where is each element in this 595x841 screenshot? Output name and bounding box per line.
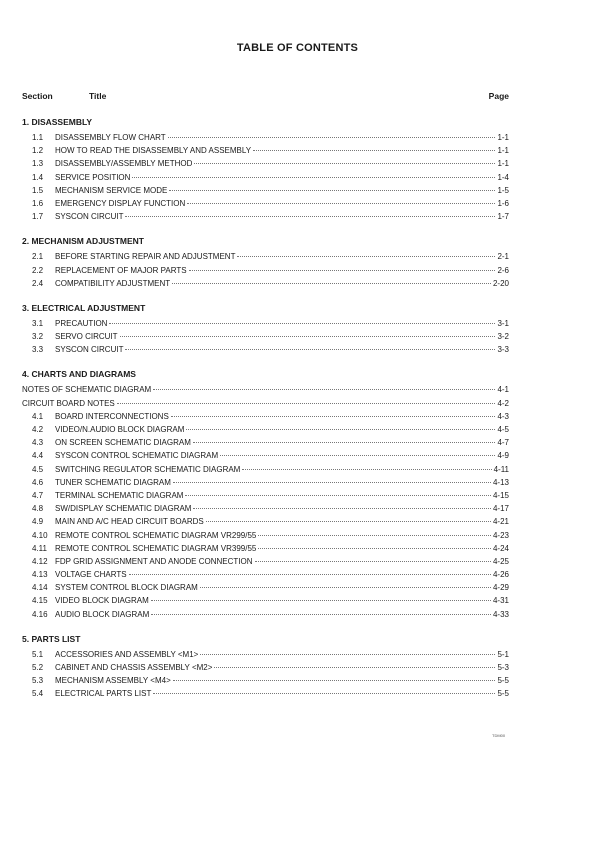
- entry-title: MECHANISM ASSEMBLY <M4>: [55, 676, 171, 686]
- dot-leader: [117, 403, 496, 404]
- toc-entry: [22, 594, 509, 607]
- entry-number: 4.2: [32, 425, 44, 434]
- entry-number: 3.3: [32, 345, 44, 355]
- entry-title: REMOTE CONTROL SCHEMATIC DIAGRAM VR399/55: [55, 543, 257, 553]
- toc-entry: [22, 648, 509, 661]
- entry-title: VOLTAGE CHARTS: [55, 570, 127, 580]
- dot-leader: [132, 177, 495, 178]
- toc-entry: [22, 555, 509, 568]
- entry-title: SWITCHING REGULATOR SCHEMATIC DIAGRAM: [55, 464, 241, 474]
- dot-leader: [258, 535, 491, 536]
- toc-entry: [22, 343, 509, 356]
- entry-page: 5-1: [497, 649, 509, 659]
- entry-title: COMPATIBILITY ADJUSTMENT: [55, 278, 171, 288]
- dot-leader: [189, 270, 496, 271]
- entry-page: 4-5: [497, 425, 509, 434]
- entry-title: DISASSEMBLY/ASSEMBLY METHOD: [55, 159, 193, 169]
- toc-entry: [22, 436, 509, 449]
- toc-entry: [22, 515, 509, 528]
- toc-sections: [22, 116, 509, 713]
- entry-page: 1-1: [497, 146, 509, 156]
- entry-title: SW/DISPLAY SCHEMATIC DIAGRAM: [55, 504, 192, 514]
- section-heading: 5. PARTS LIST: [22, 633, 81, 644]
- entry-number: 3.2: [32, 332, 44, 342]
- entry-number: 1.1: [32, 133, 44, 142]
- toc-entry: [22, 383, 509, 396]
- entry-number: 4.1: [32, 411, 44, 421]
- toc-entry: [22, 661, 509, 674]
- entry-number: 4.5: [32, 464, 44, 474]
- toc-entry: [22, 184, 509, 197]
- dot-leader: [153, 389, 495, 390]
- dot-leader: [172, 283, 491, 284]
- dot-leader: [129, 574, 491, 575]
- entry-title: VIDEO/N.AUDIO BLOCK DIAGRAM: [55, 425, 185, 434]
- dot-leader: [200, 654, 495, 655]
- toc-entry: [22, 397, 509, 410]
- toc-entry: [22, 131, 509, 144]
- entry-page: 1-6: [497, 198, 509, 208]
- entry-number: 1.5: [32, 185, 44, 195]
- section-heading: 4. CHARTS AND DIAGRAMS: [22, 369, 136, 380]
- entry-number: 3.1: [32, 318, 44, 328]
- dot-leader: [194, 163, 495, 164]
- entry-page: 4-25: [492, 556, 509, 566]
- column-header-title: Title: [89, 91, 107, 101]
- entry-number: 4.6: [32, 477, 44, 487]
- entry-number: 1.3: [32, 159, 44, 169]
- entry-page: 4-11: [493, 464, 509, 474]
- entry-page: 2-1: [497, 252, 509, 262]
- entry-page: 4-15: [492, 490, 509, 500]
- entry-title: MECHANISM SERVICE MODE: [55, 185, 168, 195]
- entry-list: [22, 131, 509, 223]
- dot-leader: [185, 495, 491, 496]
- dot-leader: [258, 548, 491, 549]
- entry-number: 2.2: [32, 265, 44, 275]
- entry-page: 4-21: [492, 517, 509, 527]
- toc-entry: [22, 197, 509, 210]
- entry-number: 4.12: [32, 556, 48, 566]
- toc-section: [22, 116, 509, 223]
- entry-page: 5-3: [497, 663, 509, 672]
- column-header-section: Section: [22, 91, 53, 101]
- entry-page: 4-24: [492, 543, 509, 553]
- toc-section: [22, 633, 509, 701]
- entry-title: SERVO CIRCUIT: [55, 332, 118, 342]
- toc-entry: [22, 581, 509, 594]
- toc-entry: [22, 250, 509, 263]
- entry-title: ELECTRICAL PARTS LIST: [55, 689, 152, 699]
- dot-leader: [220, 455, 495, 456]
- entry-number: 1.4: [32, 172, 44, 182]
- entry-title: BOARD INTERCONNECTIONS: [55, 411, 169, 421]
- toc-entry: [22, 542, 509, 555]
- dot-leader: [169, 190, 495, 191]
- entry-page: 3-2: [497, 332, 509, 342]
- toc-entry: [22, 502, 509, 515]
- dot-leader: [151, 614, 491, 615]
- entry-page: 3-1: [497, 318, 509, 328]
- entry-title: CABINET AND CHASSIS ASSEMBLY <M2>: [55, 663, 213, 672]
- entry-page: 5-5: [497, 689, 509, 699]
- entry-number: 4.15: [32, 596, 48, 606]
- dot-leader: [187, 203, 495, 204]
- entry-number: 4.4: [32, 451, 44, 461]
- entry-title: AUDIO BLOCK DIAGRAM: [55, 609, 150, 619]
- dot-leader: [186, 429, 495, 430]
- dot-leader: [206, 521, 491, 522]
- section-heading: 2. MECHANISM ADJUSTMENT: [22, 236, 144, 247]
- dot-leader: [173, 482, 491, 483]
- toc-section: [22, 302, 509, 357]
- dot-leader: [120, 336, 496, 337]
- entry-page: 1-5: [497, 185, 509, 195]
- entry-page: 4-7: [497, 438, 509, 448]
- dot-leader: [237, 256, 495, 257]
- dot-leader: [173, 680, 496, 681]
- entry-list: [22, 383, 509, 620]
- entry-number: 1.2: [32, 146, 44, 156]
- toc-entry: [22, 463, 509, 476]
- toc-entry: [22, 330, 509, 343]
- entry-page: 1-1: [497, 159, 509, 169]
- entry-number: 5.4: [32, 689, 44, 699]
- toc-entry: [22, 264, 509, 277]
- toc-entry: [22, 157, 509, 170]
- entry-number: 4.11: [32, 543, 47, 553]
- entry-page: 4-13: [492, 477, 509, 487]
- entry-number: 1.7: [32, 212, 44, 222]
- dot-leader: [255, 561, 491, 562]
- entry-title: SYSTEM CONTROL BLOCK DIAGRAM: [55, 583, 198, 593]
- entry-list: [22, 648, 509, 701]
- entry-title: ON SCREEN SCHEMATIC DIAGRAM: [55, 438, 191, 448]
- entry-number: 4.14: [32, 583, 48, 593]
- entry-page: 4-2: [497, 398, 509, 408]
- entry-number: 4.10: [32, 530, 48, 540]
- entry-title: SYSCON CIRCUIT: [55, 212, 124, 222]
- toc-entry: [22, 449, 509, 462]
- entry-number: 2.4: [32, 278, 44, 288]
- entry-page: 4-29: [492, 583, 509, 593]
- column-header-page: Page: [488, 91, 509, 101]
- entry-page: 4-9: [497, 451, 509, 461]
- entry-number: 4.9: [32, 517, 44, 527]
- entry-title: CIRCUIT BOARD NOTES: [22, 398, 115, 408]
- entry-page: 5-5: [497, 676, 509, 686]
- entry-number: 4.16: [32, 609, 48, 619]
- section-heading: 3. ELECTRICAL ADJUSTMENT: [22, 302, 146, 313]
- entry-page: 1-7: [497, 212, 509, 222]
- entry-number: 4.7: [32, 490, 44, 500]
- entry-page: 4-33: [492, 609, 509, 619]
- entry-title: PRECAUTION: [55, 318, 108, 328]
- entry-page: 4-23: [492, 530, 509, 540]
- entry-number: 2.1: [32, 252, 44, 262]
- toc-entry: [22, 674, 509, 687]
- toc-entry: [22, 277, 509, 290]
- entry-title: SERVICE POSITION: [55, 172, 131, 182]
- entry-title: MAIN AND A/C HEAD CIRCUIT BOARDS: [55, 517, 204, 527]
- entry-title: SYSCON CONTROL SCHEMATIC DIAGRAM: [55, 451, 219, 461]
- footer-code: TDM00: [492, 733, 506, 738]
- toc-section: [22, 368, 509, 620]
- entry-page: 3-3: [497, 345, 509, 355]
- dot-leader: [125, 349, 495, 350]
- entry-title: SYSCON CIRCUIT: [55, 345, 124, 355]
- entry-title: HOW TO READ THE DISASSEMBLY AND ASSEMBLY: [55, 146, 252, 156]
- entry-page: 2-6: [497, 265, 509, 275]
- toc-entry: [22, 210, 509, 223]
- entry-page: 4-1: [497, 385, 509, 395]
- dot-leader: [193, 442, 496, 443]
- dot-leader: [214, 667, 495, 668]
- entry-number: 1.6: [32, 198, 44, 208]
- entry-list: [22, 317, 509, 357]
- entry-number: 4.8: [32, 504, 44, 514]
- dot-leader: [242, 469, 491, 470]
- toc-entry: [22, 317, 509, 330]
- dot-leader: [193, 508, 491, 509]
- entry-number: 5.2: [32, 663, 44, 672]
- entry-page: 4-3: [497, 411, 509, 421]
- toc-entry: [22, 423, 509, 436]
- toc-entry: [22, 476, 509, 489]
- entry-title: REMOTE CONTROL SCHEMATIC DIAGRAM VR299/55: [55, 530, 257, 540]
- dot-leader: [109, 323, 495, 324]
- toc-entry: [22, 144, 509, 157]
- toc-section: [22, 235, 509, 290]
- dot-leader: [200, 587, 491, 588]
- entry-title: ACCESSORIES AND ASSEMBLY <M1>: [55, 649, 199, 659]
- entry-title: EMERGENCY DISPLAY FUNCTION: [55, 198, 186, 208]
- dot-leader: [153, 693, 495, 694]
- toc-entry: [22, 489, 509, 502]
- entry-page: 4-17: [492, 504, 509, 514]
- dot-leader: [253, 150, 495, 151]
- entry-title: TUNER SCHEMATIC DIAGRAM: [55, 477, 171, 487]
- toc-entry: [22, 529, 509, 542]
- dot-leader: [125, 216, 495, 217]
- page-title: TABLE OF CONTENTS: [236, 42, 359, 54]
- entry-title: FDP GRID ASSIGNMENT AND ANODE CONNECTION: [55, 556, 253, 566]
- entry-number: 5.3: [32, 676, 44, 686]
- entry-title: VIDEO BLOCK DIAGRAM: [55, 596, 149, 606]
- entry-title: NOTES OF SCHEMATIC DIAGRAM: [22, 385, 152, 395]
- entry-title: BEFORE STARTING REPAIR AND ADJUSTMENT: [55, 252, 236, 262]
- entry-page: 1-4: [497, 172, 509, 182]
- dot-leader: [151, 600, 491, 601]
- toc-entry: [22, 410, 509, 423]
- entry-title: DISASSEMBLY FLOW CHART: [55, 133, 166, 142]
- section-heading: 1. DISASSEMBLY: [22, 117, 93, 127]
- entry-list: [22, 250, 509, 290]
- toc-entry: [22, 608, 509, 621]
- entry-title: TERMINAL SCHEMATIC DIAGRAM: [55, 490, 184, 500]
- entry-page: 4-31: [492, 596, 509, 606]
- dot-leader: [171, 416, 496, 417]
- entry-number: 4.3: [32, 438, 44, 448]
- entry-page: 2-20: [492, 278, 509, 288]
- toc-entry: [22, 687, 509, 700]
- entry-page: 4-26: [492, 570, 509, 580]
- entry-page: 1-1: [497, 133, 509, 142]
- toc-entry: [22, 171, 509, 184]
- toc-entry: [22, 568, 509, 581]
- dot-leader: [168, 137, 496, 138]
- entry-number: 4.13: [32, 570, 48, 580]
- entry-title: REPLACEMENT OF MAJOR PARTS: [55, 265, 187, 275]
- entry-number: 5.1: [32, 649, 44, 659]
